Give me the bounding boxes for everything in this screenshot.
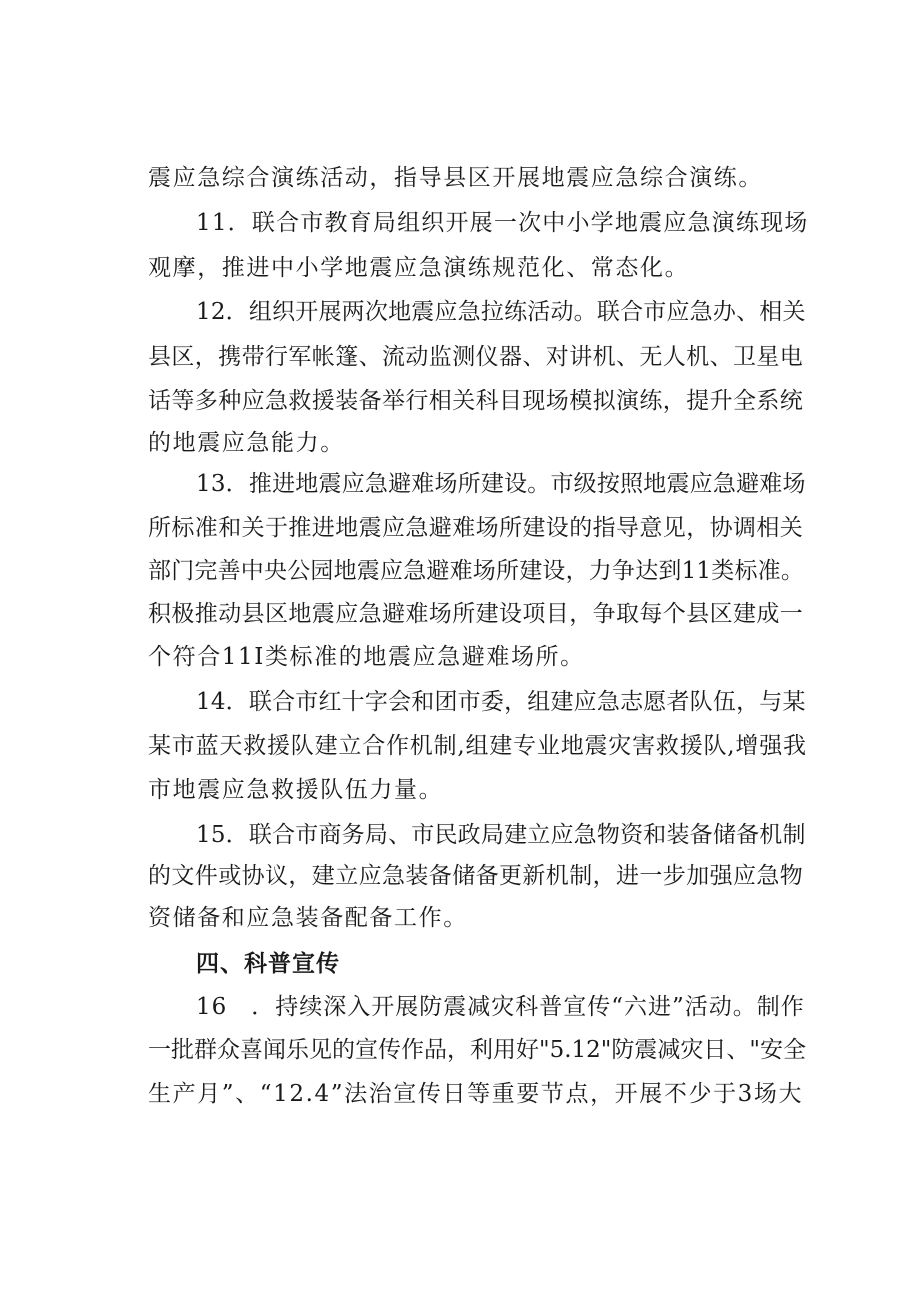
paragraph-13-line-5: 个符合11I类标准的地震应急避难场所。 — [148, 644, 585, 670]
paragraph-11-line-1: 11．联合市教育局组织开展一次中小学地震应急演练现场 — [196, 210, 809, 236]
paragraph-12-line-3: 话等多种应急救援装备举行相关科目现场模拟演练，提升全系统 — [148, 388, 804, 414]
paragraph-15-line-1: 15．联合市商务局、市民政局建立应急物资和装备储备机制 — [196, 822, 806, 848]
paragraph-14-line-3: 市地震应急救援队伍力量。 — [148, 777, 444, 803]
paragraph-13-line-4: 积极推动县区地震应急避难场所建设项目，争取每个县区建成一 — [148, 601, 804, 627]
paragraph-12-line-4: 的地震应急能力。 — [148, 430, 345, 456]
paragraph-continuation-line: 震应急综合演练活动，指导县区开展地震应急综合演练。 — [148, 165, 763, 191]
paragraph-16-line-3: 生产月”、“12.4”法治宣传日等重要节点，开展不少于3场大 — [148, 1081, 804, 1107]
section-heading: 四、科普宣传 — [196, 951, 340, 977]
paragraph-14-line-2: 某市蓝天救援队建立合作机制,组建专业地震灾害救援队,增强我 — [148, 733, 807, 759]
paragraph-12-line-1: 12．组织开展两次地震应急拉练活动。联合市应急办、相关 — [196, 299, 806, 325]
paragraph-16-line-1: 16 ．持续深入开展防震减灾科普宣传“六进”活动。制作 — [196, 994, 805, 1020]
paragraph-15-line-2: 的文件或协议，建立应急装备储备更新机制，进一步加强应急物 — [148, 863, 804, 889]
paragraph-13-line-3: 部门完善中央公园地震应急避难场所建设，力争达到11类标准。 — [148, 558, 805, 584]
paragraph-13-line-1: 13．推进地震应急避难场所建设。市级按照地震应急避难场 — [196, 471, 806, 497]
paragraph-16-line-2: 一批群众喜闻乐见的宣传作品，利用好"5.12"防震减灾日、"安全 — [148, 1037, 806, 1063]
paragraph-15-line-3: 资储备和应急装备配备工作。 — [148, 905, 468, 931]
paragraph-14-line-1: 14．联合市红十字会和团市委，组建应急志愿者队伍，与某 — [196, 689, 806, 715]
paragraph-12-line-2: 县区，携带行军帐篷、流动监测仪器、对讲机、无人机、卫星电 — [148, 344, 804, 370]
paragraph-11-line-2: 观摩，推进中小学地震应急演练规范化、常态化。 — [148, 255, 690, 281]
paragraph-13-line-2: 所标准和关于推进地震应急避难场所建设的指导意见，协调相关 — [148, 515, 804, 541]
